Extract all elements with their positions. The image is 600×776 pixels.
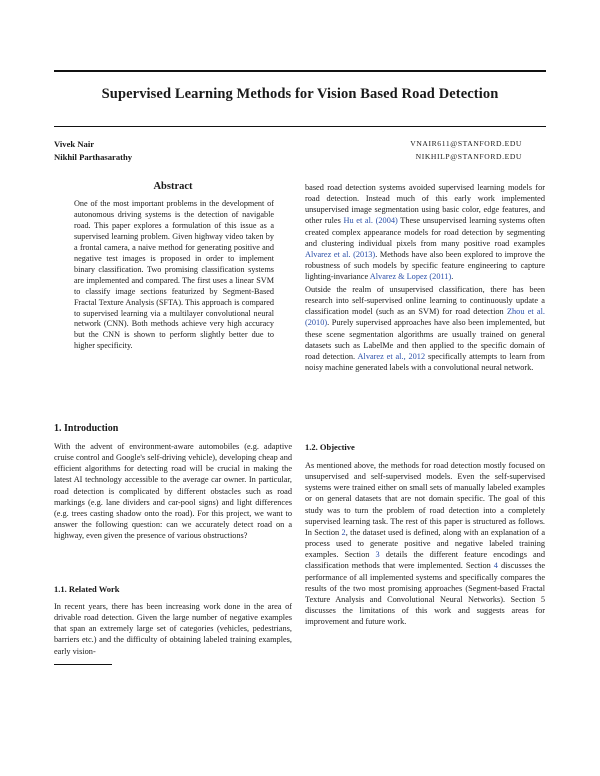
author-name-2: Nikhil Parthasarathy <box>54 152 133 162</box>
section-ref-link[interactable]: 3 <box>375 550 380 560</box>
title-top-rule <box>54 70 546 72</box>
introduction-text: With the advent of environment-aware automobiles (e.g. adaptive cruise control and Google's self-driving vehicle), developing cheap and efficient algorithms for detecting road will be crucial in making the latest AI technology accessible to the average car owner. In particular, road detection is complicated by different obstacles such as road markings (e.g. lane dividers and car-pool signs) and light differences (e.g. trees casting shadow onto the road). For this project, we want to answer the following question: can we accurately detect road on a highway, even given the presence of various obstructions? <box>54 442 292 541</box>
subsection-heading-related-work: 1.1. Related Work <box>54 584 120 594</box>
citation-link[interactable]: Alvarez & Lopez (2011) <box>369 272 452 282</box>
citation-link[interactable]: Alvarez et al., 2012 <box>357 351 426 361</box>
subsection-heading-objective: 1.2. Objective <box>305 442 355 452</box>
abstract-heading: Abstract <box>153 181 193 192</box>
abstract-text: One of the most important problems in the development of autonomous driving systems is the detection of navigable road. This paper explores a formulation of this issue as a supervised learning problem. Given highway video taken by a frontal camera, a naive method for generating positive and negative test images is proposed in order to implement binary classification. Two promising classification systems are implemented and compared. The first uses a linear SVM to classify image sections featurized by Segment-Based Fractal Texture Analysis (SFTA). This approach is compared to supervised learning via a multilayer convolutional neural network (CNN). Both methods achieve very high accuracy but the CNN is shown to perform slightly better due to higher specificity. <box>74 199 274 351</box>
related-work-text: In recent years, there has been increasing work done in the area of drivable road detection. Given the large number of negative examples that span an extremely large set of categories (vehicles, pedestrians, barriers etc.) and the difficulty of obtaining labeled training examples, early vision- <box>54 602 292 656</box>
footnote-rule <box>54 664 112 665</box>
citation-link[interactable]: Zhou et al. (2010) <box>305 307 545 328</box>
related-work-supervised-paragraph: Outside the realm of unsupervised classification, there has been research into self-supervised online learning to continuously update a classification model (such as an SVM) for road detection Zhou et al. (2010). Purely supervised approaches have also been implemented, but these scene segmentation algorithms are usually trained on general datasets such as LabelMe and then applied to the specific domain of road detection. Alvarez et al., 2012 specifically attempts to learn from noisy machine generated labels with a convolutional neural network. <box>305 285 545 373</box>
objective-text: As mentioned above, the methods for road detection mostly focused on unsupervised and self-supervised models. Even the self-supervised systems were trained either on small sets of manually labeled examples or on general datasets that are not domain specific. The goal of this study was to turn the problem of road detection into a completely supervised learning task. The rest of this paper is structured as follows. In Section 2, the dataset used is defined, along with an explanation of a process used to generate positive and negative labeled training examples. Section 3 details the different feature encodings and classification methods that were implemented. Section 4 discusses the performance of all implemented systems and specifically compares the results of the two most promising approaches (Segment-based Fractal Texture Analysis and Convolutional Neural Networks). Section 5 discusses the limitations of this work and suggests areas for improvement and future work. <box>305 461 545 627</box>
title-bottom-rule <box>54 126 546 127</box>
section-ref-link[interactable]: 2 <box>341 527 346 537</box>
author-name-1: Vivek Nair <box>54 139 95 149</box>
author-email-1: VNAIR611@STANFORD.EDU <box>410 139 522 148</box>
citation-link[interactable]: Hu et al. (2004) <box>343 216 398 226</box>
section-ref-link[interactable]: 4 <box>493 561 498 571</box>
author-email-2: NIKHILP@STANFORD.EDU <box>415 152 522 161</box>
related-work-continued-paragraph: based road detection systems avoided supervised learning models for road detection. Instead much of this early work implemented unsupervised image segmentation using basic color, edge features, and other rules Hu et al. (2004) These unsupervised learning systems often created complex appearance models for road detection by segmenting and clustering individual pixels from many positive road examples Alvarez et al. (2013). Methods have also been explored to improve the robustness of such models by specific feature engineering to capture lighting-invariance Alvarez & Lopez (2011). <box>305 183 545 282</box>
section-heading-introduction: 1. Introduction <box>54 423 119 434</box>
paper-title: Supervised Learning Methods for Vision Based Road Detection <box>101 86 499 102</box>
citation-link[interactable]: Alvarez et al. (2013) <box>305 249 376 259</box>
